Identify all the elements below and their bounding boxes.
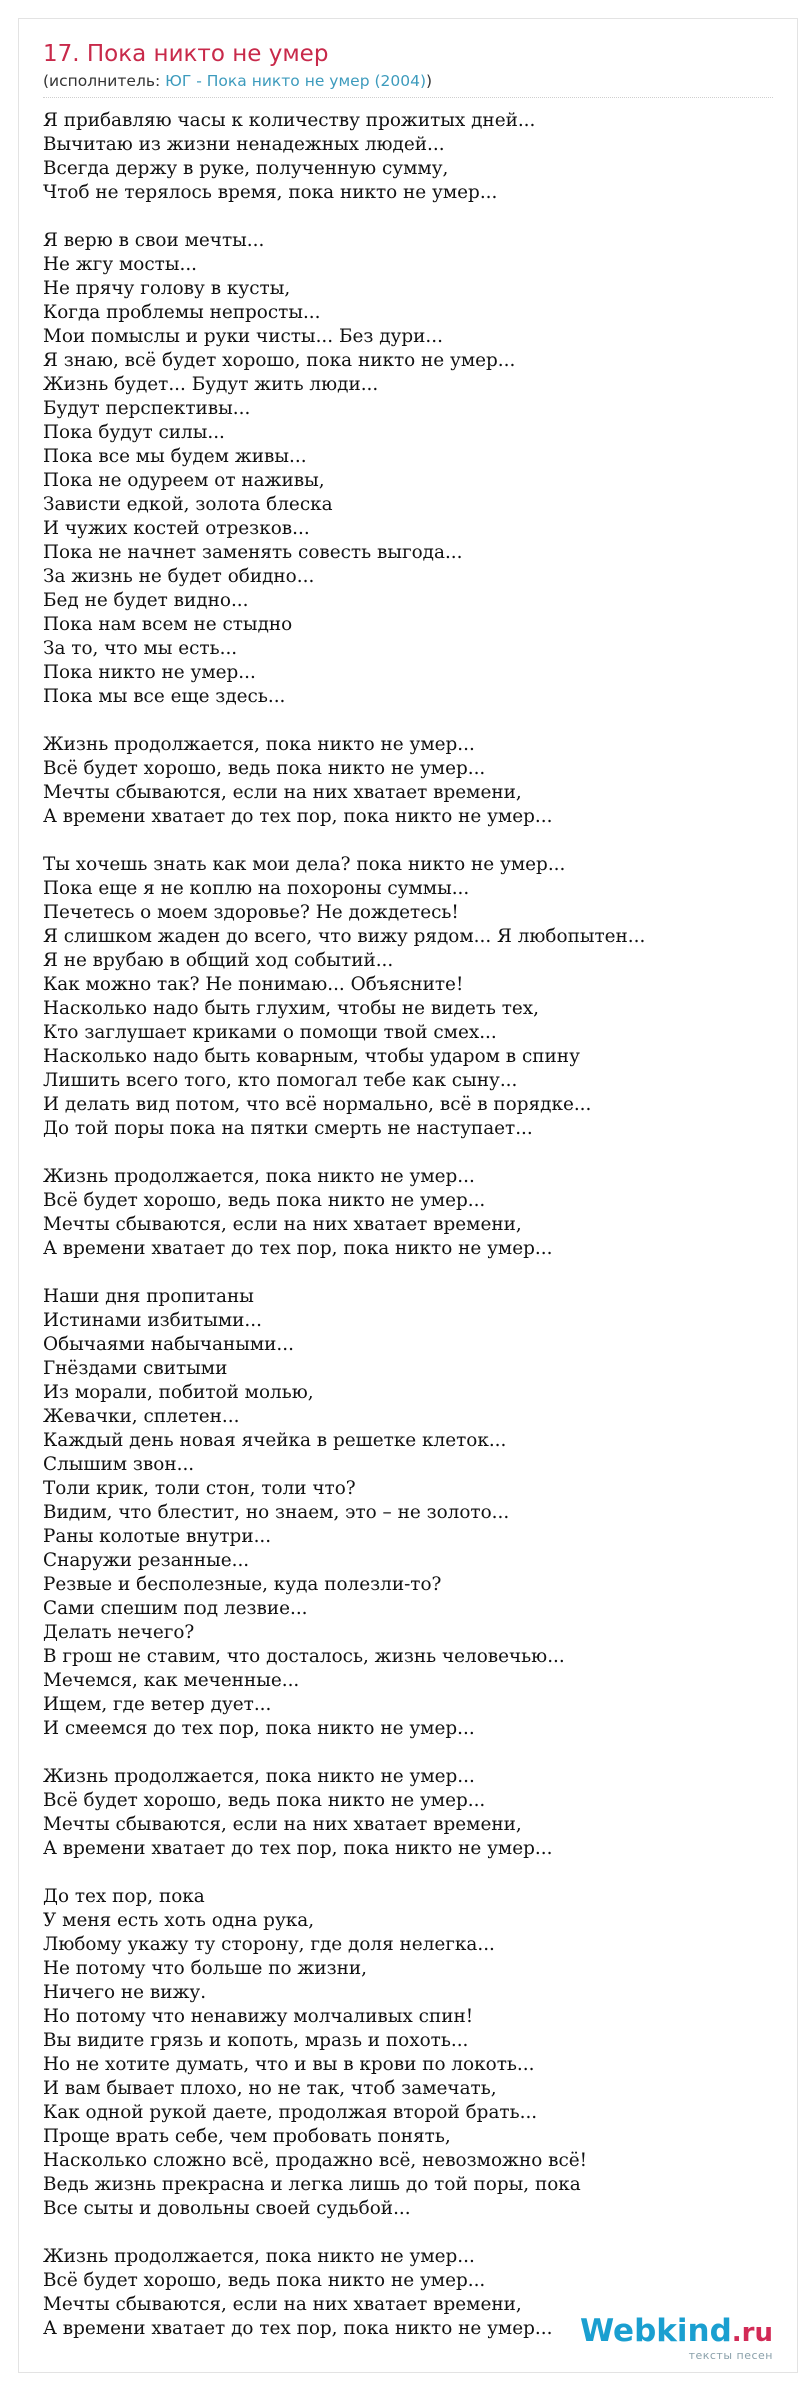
lyrics-line: Как одной рукой даете, продолжая второй брать... (43, 2102, 538, 2123)
lyrics-line: Мечты сбываются, если на них хватает времени, (43, 1214, 522, 1235)
performer-prefix: (исполнитель: (43, 72, 166, 90)
lyrics-line: Мечты сбываются, если на них хватает времени, (43, 782, 522, 803)
lyrics-line: Я не врубаю в общий ход событий... (43, 950, 394, 971)
lyrics-line: И чужих костей отрезков... (43, 518, 310, 539)
lyrics-line: Я верю в свои мечты... (43, 230, 265, 251)
lyrics-card (18, 18, 798, 2373)
lyrics-line: И смеемся до тех пор, пока никто не умер... (43, 1718, 475, 1739)
header-divider (43, 97, 773, 98)
lyrics-line: У меня есть хоть одна рука, (43, 1910, 315, 1931)
lyrics-line: А времени хватает до тех пор, пока никто не умер... (43, 2318, 553, 2339)
lyrics-line: Делать нечего? (43, 1622, 195, 1643)
lyrics-line: Жизнь продолжается, пока никто не умер... (43, 1766, 475, 1787)
lyrics-line: Снаружи резанные... (43, 1550, 250, 1571)
lyrics-line: Ищем, где ветер дует... (43, 1694, 272, 1715)
lyrics-line: Пока мы все еще здесь... (43, 686, 286, 707)
lyrics-line: Всегда держу в руке, полученную сумму, (43, 158, 449, 179)
lyrics-line: Всё будет хорошо, ведь пока никто не умер... (43, 1790, 486, 1811)
lyrics-line: Наши дня пропитаны (43, 1286, 254, 1307)
lyrics-stanza (43, 853, 783, 1141)
performer-link[interactable]: ЮГ - Пока никто не умер (2004) (165, 72, 427, 90)
lyrics-line: Лишить всего того, кто помогал тебе как сыну... (43, 1070, 518, 1091)
site-logo-name: Webkind (579, 2313, 732, 2349)
performer-line (43, 72, 432, 90)
lyrics-line: Ведь жизнь прекрасна и легка лишь до той поры, пока (43, 2174, 581, 2195)
lyrics-line: Чтоб не терялось время, пока никто не умер... (43, 182, 498, 203)
lyrics-line: Всё будет хорошо, ведь пока никто не умер... (43, 758, 486, 779)
lyrics-line: Вы видите грязь и копоть, мразь и похоть... (43, 2030, 469, 2051)
lyrics-line: Ты хочешь знать как мои дела? пока никто не умер... (43, 854, 566, 875)
lyrics-line: Жизнь продолжается, пока никто не умер... (43, 1166, 475, 1187)
lyrics-line: До той поры пока на пятки смерть не наступает... (43, 1118, 533, 1139)
lyrics-line: Мечемся, как меченные... (43, 1670, 300, 1691)
lyrics-line: В грош не ставим, что досталось, жизнь человечью... (43, 1646, 565, 1667)
lyrics-line: Печетесь о моем здоровье? Не дождетесь! (43, 902, 459, 923)
lyrics-line: Я прибавляю часы к количеству прожитых дней... (43, 110, 536, 131)
lyrics-line: Обычаями набычаными... (43, 1334, 294, 1355)
lyrics-stanza (43, 1765, 783, 1861)
lyrics-line: Истинами избитыми... (43, 1310, 262, 1331)
lyrics-line: Всё будет хорошо, ведь пока никто не умер... (43, 2270, 486, 2291)
lyrics-line: Не прячу голову в кусты, (43, 278, 291, 299)
lyrics-line: За то, что мы есть... (43, 638, 238, 659)
lyrics-line: А времени хватает до тех пор, пока никто не умер... (43, 1838, 553, 1859)
lyrics-line: Не потому что больше по жизни, (43, 1958, 367, 1979)
lyrics-line: Зависти едкой, золота блеска (43, 494, 333, 515)
lyrics-line: Насколько сложно всё, продажно всё, невозможно всё! (43, 2150, 588, 2171)
lyrics-line: Жизнь продолжается, пока никто не умер... (43, 734, 475, 755)
performer-suffix: ) (426, 72, 433, 90)
lyrics-line: Когда проблемы непросты... (43, 302, 321, 323)
lyrics-line: Мечты сбываются, если на них хватает времени, (43, 2294, 522, 2315)
lyrics-line: Пока нам всем не стыдно (43, 614, 293, 635)
lyrics-line: Резвые и бесполезные, куда полезли-то? (43, 1574, 442, 1595)
lyrics-line: Слышим звон... (43, 1454, 195, 1475)
lyrics-line: Сами спешим под лезвие... (43, 1598, 308, 1619)
lyrics-line: Видим, что блестит, но знаем, это – не золото... (43, 1502, 510, 1523)
lyrics-stanza (43, 1165, 783, 1261)
lyrics-line: Жевачки, сплетен... (43, 1406, 240, 1427)
lyrics-line: Всё будет хорошо, ведь пока никто не умер... (43, 1190, 486, 1211)
lyrics-line: Будут перспективы... (43, 398, 251, 419)
lyrics-line: Мои помыслы и руки чисты... Без дури... (43, 326, 443, 347)
lyrics-line: Я слишком жаден до всего, что вижу рядом... Я любопытен... (43, 926, 646, 947)
lyrics-line: Но не хотите думать, что и вы в крови по локоть... (43, 2054, 535, 2075)
lyrics-stanza (43, 1885, 783, 2221)
lyrics-line: И вам бывает плохо, но не так, чтоб замечать, (43, 2078, 497, 2099)
lyrics-line: За жизнь не будет обидно... (43, 566, 315, 587)
lyrics-line: До тех пор, пока (43, 1886, 205, 1907)
lyrics-line: Из морали, побитой молью, (43, 1382, 314, 1403)
lyrics-line: Но потому что ненавижу молчаливых спин! (43, 2006, 474, 2027)
lyrics-line: Проще врать себе, чем пробовать понять, (43, 2126, 451, 2147)
lyrics-line: Пока не одуреем от наживы, (43, 470, 325, 491)
lyrics-line: Раны колотые внутри... (43, 1526, 272, 1547)
lyrics-line: Любому укажу ту сторону, где доля нелегка... (43, 1934, 495, 1955)
lyrics-stanza (43, 1285, 783, 1741)
lyrics-line: А времени хватает до тех пор, пока никто не умер... (43, 1238, 553, 1259)
lyrics-text (43, 109, 783, 2365)
site-watermark (580, 2314, 773, 2362)
lyrics-line: Каждый день новая ячейка в решетке клеток... (43, 1430, 507, 1451)
lyrics-stanza (43, 109, 783, 205)
lyrics-line: Пока все мы будем живы... (43, 446, 307, 467)
lyrics-line: Не жгу мосты... (43, 254, 198, 275)
lyrics-line: Гнёздами свитыми (43, 1358, 228, 1379)
site-tagline: тексты песен (688, 2349, 773, 2362)
lyrics-line: Кто заглушает криками о помощи твой смех... (43, 1022, 497, 1043)
site-logo (580, 2314, 773, 2350)
lyrics-line: Пока не начнет заменять совесть выгода... (43, 542, 463, 563)
site-logo-tld: .ru (731, 2318, 773, 2348)
lyrics-line: Жизнь продолжается, пока никто не умер... (43, 2246, 475, 2267)
lyrics-line: Бед не будет видно... (43, 590, 249, 611)
lyrics-stanza (43, 229, 783, 709)
lyrics-line: Пока никто не умер... (43, 662, 256, 683)
lyrics-line: Насколько надо быть глухим, чтобы не видеть тех, (43, 998, 540, 1019)
lyrics-line: Вычитаю из жизни ненадежных людей... (43, 134, 445, 155)
lyrics-line: Ничего не вижу. (43, 1982, 207, 2003)
lyrics-line: Жизнь будет... Будут жить люди... (43, 374, 379, 395)
page-title: 17. Пока никто не умер (43, 41, 329, 67)
lyrics-line: Как можно так? Не понимаю... Объясните! (43, 974, 464, 995)
lyrics-line: А времени хватает до тех пор, пока никто не умер... (43, 806, 553, 827)
lyrics-line: Насколько надо быть коварным, чтобы ударом в спину (43, 1046, 580, 1067)
lyrics-line: Я знаю, всё будет хорошо, пока никто не умер... (43, 350, 516, 371)
lyrics-line: Пока будут силы... (43, 422, 225, 443)
lyrics-line: Мечты сбываются, если на них хватает времени, (43, 1814, 522, 1835)
lyrics-line: Толи крик, толи стон, толи что? (43, 1478, 356, 1499)
lyrics-stanza (43, 733, 783, 829)
lyrics-line: И делать вид потом, что всё нормально, всё в порядке... (43, 1094, 592, 1115)
lyrics-line: Все сыты и довольны своей судьбой... (43, 2198, 411, 2219)
lyrics-line: Пока еще я не коплю на похороны суммы... (43, 878, 470, 899)
